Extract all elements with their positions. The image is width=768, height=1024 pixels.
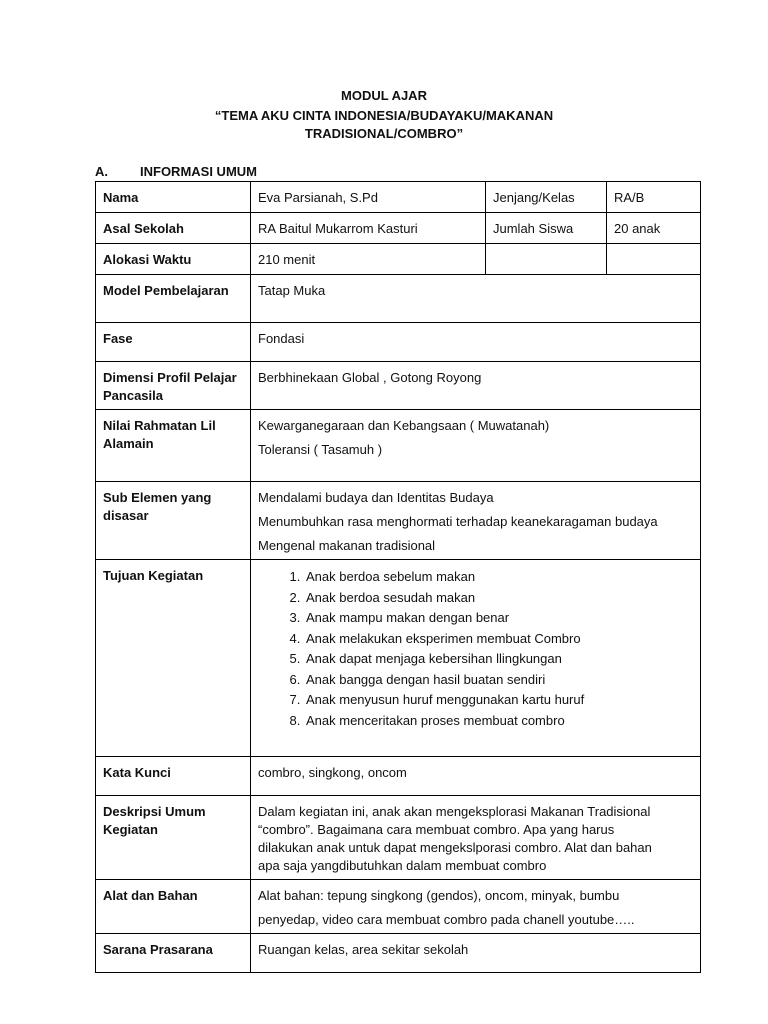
kata-kunci-label: Kata Kunci: [96, 757, 251, 796]
section-heading: [95, 164, 257, 179]
alat-bahan-label: Alat dan Bahan: [96, 880, 251, 934]
section-number: A.: [95, 164, 108, 179]
nilai-label-line-1: Nilai Rahmatan Lil: [103, 418, 216, 433]
model-pembelajaran-value: Tatap Muka: [251, 275, 701, 323]
jumlah-siswa-value: 20 anak: [607, 213, 701, 244]
sub-value-line: Mendalami budaya dan Identitas Budaya: [258, 490, 494, 505]
list-item: 6. Anak bangga dengan hasil buatan sendiri: [304, 670, 694, 691]
model-pembelajaran-label: Model Pembelajaran: [96, 275, 251, 323]
list-item: 7. Anak menyusun huruf menggunakan kartu huruf: [304, 690, 694, 711]
asal-sekolah-label: Asal Sekolah: [96, 213, 251, 244]
list-item: 2. Anak berdoa sesudah makan: [304, 588, 694, 609]
jenjang-value: RA/B: [607, 182, 701, 213]
tujuan-kegiatan-value: [251, 560, 701, 757]
deskripsi-label-line-2: Kegiatan: [103, 822, 158, 837]
empty-cell: [607, 244, 701, 275]
kata-kunci-value: combro, singkong, oncom: [251, 757, 701, 796]
nilai-value-line: Toleransi ( Tasamuh ): [258, 442, 383, 457]
table-row: [96, 213, 701, 244]
alat-bahan-value: [251, 880, 701, 934]
sub-value-line: Mengenal makanan tradisional: [258, 538, 436, 553]
profil-pancasila-label: [96, 362, 251, 410]
nilai-rahmatan-label: [96, 410, 251, 482]
profil-label-line-2: Pancasila: [103, 388, 163, 403]
table-row: [96, 182, 701, 213]
list-item: 5. Anak dapat menjaga kebersihan llingkungan: [304, 649, 694, 670]
theme-title-line-2: TRADISIONAL/COMBRO”: [304, 126, 464, 141]
nilai-label-line-2: Alamain: [103, 436, 154, 451]
deskripsi-value: [251, 796, 701, 880]
table-row: [96, 275, 701, 323]
list-item: 4. Anak melakukan eksperimen membuat Combro: [304, 629, 694, 650]
alokasi-waktu-label: Alokasi Waktu: [96, 244, 251, 275]
list-item: 8. Anak menceritakan proses membuat combro: [304, 711, 694, 732]
empty-cell: [486, 244, 607, 275]
deskripsi-line: Dalam kegiatan ini, anak akan mengeksplorasi Makanan Tradisional: [258, 804, 651, 819]
table-row: [96, 796, 701, 880]
general-info-table: [95, 181, 701, 973]
table-row: [96, 880, 701, 934]
list-item: 3. Anak mampu makan dengan benar: [304, 608, 694, 629]
deskripsi-line: dilakukan anak untuk dapat mengekslporasi combro. Alat dan bahan: [258, 840, 652, 855]
table-row: [96, 362, 701, 410]
table-row: [96, 934, 701, 973]
tujuan-kegiatan-label: Tujuan Kegiatan: [96, 560, 251, 757]
fase-value: Fondasi: [251, 323, 701, 362]
nilai-value-line: Kewarganegaraan dan Kebangsaan ( Muwatanah): [258, 418, 550, 433]
nama-label: Nama: [96, 182, 251, 213]
jenjang-label: Jenjang/Kelas: [486, 182, 607, 213]
nama-value: Eva Parsianah, S.Pd: [251, 182, 486, 213]
sub-elemen-label: [96, 482, 251, 560]
sub-value-line: Menumbuhkan rasa menghormati terhadap keanekaragaman budaya: [258, 514, 658, 529]
profil-label-line-1: Dimensi Profil Pelajar: [103, 370, 237, 385]
document-title: MODUL AJAR: [341, 88, 427, 103]
deskripsi-line: “combro”. Bagaimana cara membuat combro. Apa yang harus: [258, 822, 615, 837]
theme-title-line-1: “TEMA AKU CINTA INDONESIA/BUDAYAKU/MAKANAN: [214, 108, 554, 123]
sub-label-line-2: disasar: [103, 508, 149, 523]
deskripsi-line: apa saja yangdibutuhkan dalam membuat combro: [258, 858, 547, 873]
table-row: [96, 244, 701, 275]
jumlah-siswa-label: Jumlah Siswa: [486, 213, 607, 244]
section-title: INFORMASI UMUM: [140, 164, 257, 179]
table-row: [96, 323, 701, 362]
alat-line: penyedap, video cara membuat combro pada chanell youtube…..: [258, 912, 635, 927]
nilai-rahmatan-value: [251, 410, 701, 482]
sub-elemen-value: [251, 482, 701, 560]
fase-label: Fase: [96, 323, 251, 362]
table-row: [96, 560, 701, 757]
deskripsi-label-line-1: Deskripsi Umum: [103, 804, 206, 819]
alat-line: Alat bahan: tepung singkong (gendos), oncom, minyak, bumbu: [258, 888, 620, 903]
table-row: [96, 410, 701, 482]
sub-label-line-1: Sub Elemen yang: [103, 490, 212, 505]
deskripsi-label: [96, 796, 251, 880]
tujuan-list: [258, 567, 694, 731]
alokasi-waktu-value: 210 menit: [251, 244, 486, 275]
list-item: 1. Anak berdoa sebelum makan: [304, 567, 694, 588]
table-row: [96, 757, 701, 796]
sarana-prasarana-value: Ruangan kelas, area sekitar sekolah: [251, 934, 701, 973]
sarana-prasarana-label: Sarana Prasarana: [96, 934, 251, 973]
table-row: [96, 482, 701, 560]
profil-pancasila-value: Berbhinekaan Global , Gotong Royong: [251, 362, 701, 410]
asal-sekolah-value: RA Baitul Mukarrom Kasturi: [251, 213, 486, 244]
